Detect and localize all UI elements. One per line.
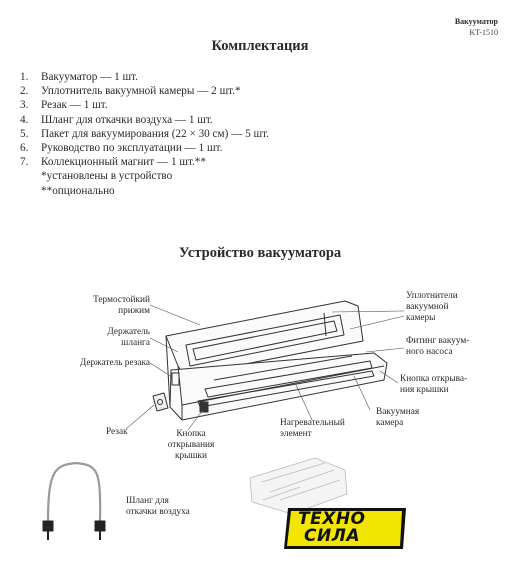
cutter (153, 393, 168, 411)
list-item: 2. Уплотнитель вакуумной камеры — 2 шт.* (20, 85, 241, 98)
label-open-button-left: Кнопка открывания крышки (167, 429, 215, 461)
label-clamp: Термостойкий прижим (93, 295, 150, 316)
section-title-contents: Комплектация (211, 38, 309, 54)
section-title-device: Устройство вакууматора (178, 245, 342, 261)
hose (48, 463, 100, 522)
list-item: 3. Резак — 1 шт. (20, 99, 108, 112)
logo-text-2: СИЛА (304, 526, 360, 546)
list-item: 1. Вакууматор — 1 шт. (20, 71, 138, 83)
label-cutter-holder: Держатель резака (79, 358, 150, 368)
logo-text-1: ТЕХНО (298, 509, 366, 529)
label-cutter: Резак (106, 427, 128, 437)
label-heating-element: Нагревательный элемент (280, 418, 345, 439)
footnote: *установлены в устройство (41, 170, 173, 183)
list-item: 4. Шланг для откачки воздуха — 1 шт. (20, 113, 213, 126)
open-button-left (200, 402, 208, 412)
label-vacuum-chamber: Вакуумная камера (376, 407, 420, 428)
header-model: Вакууматор (454, 17, 498, 26)
label-hose: Шланг для откачки воздуха (126, 496, 190, 517)
list-item: 5. Пакет для вакуумирования (22 × 30 см) — 5 шт. (20, 127, 269, 140)
label-open-button-right: Кнопка открыва- ния крышки (400, 374, 468, 395)
label-pump-fitting: Фитинг вакуум- ного насоса (406, 336, 470, 357)
list-item: 7. Коллекционный магнит — 1 шт.** (20, 156, 206, 169)
list-item: 6. Руководство по эксплуатации — 1 шт. (20, 142, 223, 155)
label-hose-holder: Держатель шланга (107, 327, 150, 348)
footnote: **опционально (41, 184, 115, 197)
label-chamber-seals: Уплотнители вакуумной камеры (406, 291, 458, 323)
brand-logo (282, 506, 409, 551)
header-code: KT-1510 (469, 28, 498, 37)
